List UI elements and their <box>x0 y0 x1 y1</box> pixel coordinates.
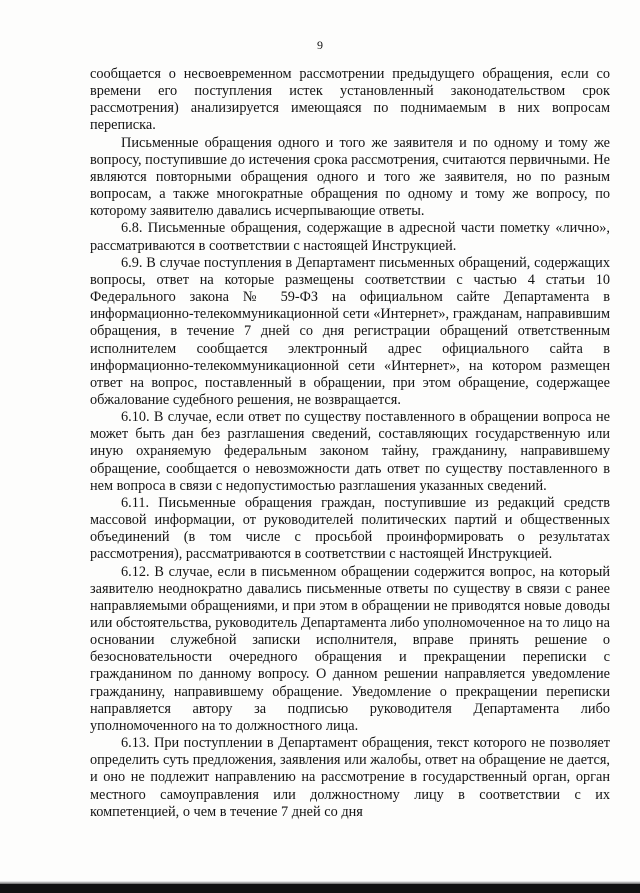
paragraph-repeat-appeals: Письменные обращения одного и того же заявителя и по одному и тому же вопросу, поступившие до истечения срока рассмотрения, считаются первичными. Не являются повторными обращения одного и того же заявителя, но по разным вопросам, а также многократные обращения по одному и тому же вопросу, по которому заявителю давались исчерпывающие ответы. <box>90 134 610 220</box>
paragraph-6-8: 6.8. Письменные обращения, содержащие в адресной части пометку «лично», рассматриваются в соответствии с настоящей Инструкцией. <box>90 220 610 254</box>
paragraph-6-10: 6.10. В случае, если ответ по существу поставленного в обращении вопроса не может быть дан без разглашения сведений, составляющих государственную или иную охраняемую федеральным законом тайну, гражданину, направившему обращение, сообщается о невозможности дать ответ по существу поставленного в нем вопроса в связи с недопустимостью разглашения указанных сведений. <box>90 409 610 494</box>
paragraph-6-12: 6.12. В случае, если в письменном обращении содержится вопрос, на который заявителю неоднократно давались письменные ответы по существу в связи с ранее направляемыми обращениями, и при этом в обращении не приводятся новые доводы или обстоятельства, руководитель Департамента либо уполномоченное на то лицо на основании служебной записки исполнителя, вправе принять решение о безосновательности очередного обращения и прекращении переписки с гражданином по данному вопросу. О данном решении направляется уведомление гражданину, направившему обращение. Уведомление о прекращении переписки направляется автору за подписью руководителя Департамента либо уполномоченного на то должностного лица. <box>90 563 610 734</box>
document-body <box>90 66 610 821</box>
paragraph-6-13: 6.13. При поступлении в Департамент обращения, текст которого не позволяет определить суть предложения, заявления или жалобы, ответ на обращение не дается, и оно не подлежит направлению на рассмотрение в государственный орган, орган местного самоуправления или должностному лицу в соответствии с их компетенцией, о чем в течение 7 дней со дня <box>90 735 610 820</box>
paragraph-6-9: 6.9. В случае поступления в Департамент письменных обращений, содержащих вопросы, ответ на которые размещены соответствии с частью 4 статьи 10 Федерального закона № 59-ФЗ на официальном сайте Департамента в информационно-телекоммуникационной сети «Интернет», гражданам, направившим обращения, в течение 7 дней со дня регистрации обращений ответственным исполнителем сообщается электронный адрес официального сайта в информационно-телекоммуникационной сети «Интернет», на котором размещен ответ на вопрос, поставленный в обращении, при этом обращение, содержащее обжалование судебного решения, не возвращается. <box>90 254 610 408</box>
scan-bottom-edge <box>0 884 640 893</box>
paragraph-6-11: 6.11. Письменные обращения граждан, поступившие из редакций средств массовой информации, от руководителей политических партий и общественных объединений (в том числе с просьбой проинформировать о результатах рассмотрения), рассматриваются в соответствии с настоящей Инструкцией. <box>90 494 610 563</box>
paragraph-continuation: сообщается о несвоевременном рассмотрении предыдущего обращения, если со времени его поступления истек установленный законодательством срок рассмотрения) анализируется имеющаяся по поднимаемым в них вопросам переписка. <box>90 66 610 134</box>
page-number: 9 <box>317 38 323 52</box>
